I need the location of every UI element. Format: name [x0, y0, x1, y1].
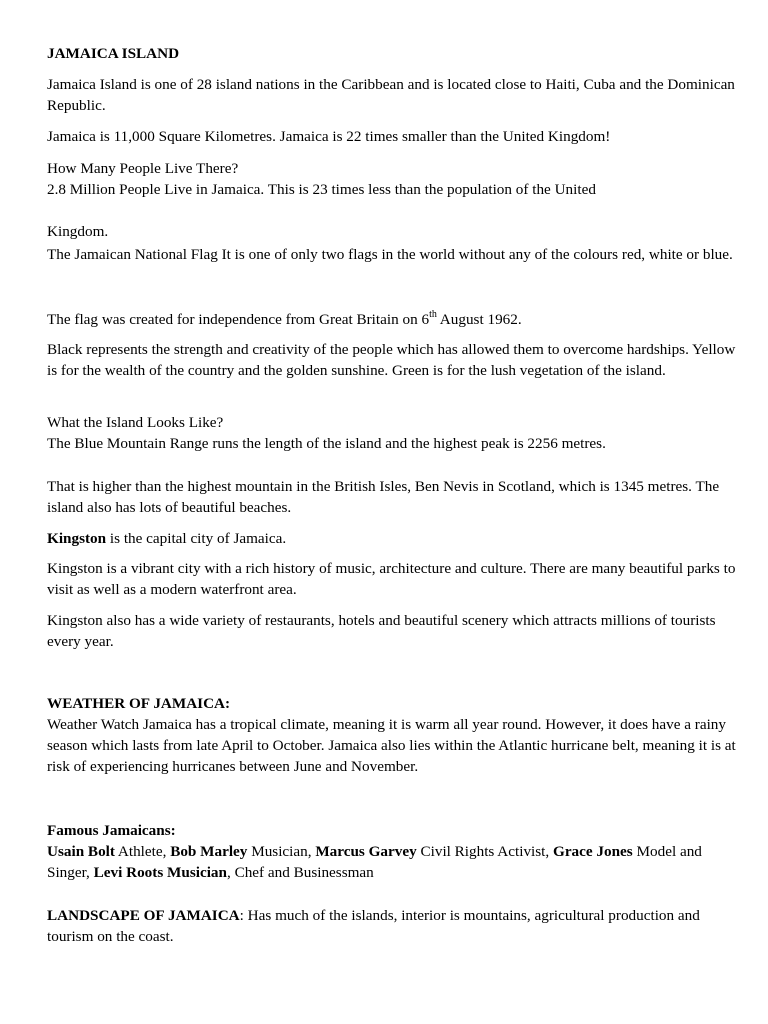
kingston-capital-paragraph: [47, 528, 737, 549]
population-question: How Many People Live There?: [47, 160, 239, 177]
flag-meaning-paragraph: Black represents the strength and creativity of the people which has allowed them to overcome hardships. Yellow is for the wealth of the country and the golden sunshine. Green is for the lush vegetation of the island.: [47, 341, 736, 379]
weather-heading: WEATHER OF JAMAICA:: [47, 695, 231, 712]
population-answer: 2.8 Million People Live in Jamaica. This is 23 times less than the population of the United: [47, 181, 596, 198]
famous-name: Bob Marley: [170, 843, 248, 860]
famous-name: Usain Bolt: [47, 843, 115, 860]
looks-answer: The Blue Mountain Range runs the length of the island and the highest peak is 2256 metres.: [47, 435, 606, 452]
flag-created-paragraph: [47, 309, 737, 330]
kingston-tourism-paragraph: Kingston also has a wide variety of restaurants, hotels and beautiful scenery which attracts millions of tourists every year.: [47, 612, 716, 650]
population-answer-continued: Kingdom.: [47, 223, 109, 240]
landscape-heading: LANDSCAPE OF JAMAICA: [47, 907, 240, 924]
famous-heading: Famous Jamaicans:: [47, 822, 176, 839]
flag-intro-paragraph: The Jamaican National Flag It is one of only two flags in the world without any of the colours red, white or blue.: [47, 246, 733, 263]
famous-role: Model and Singer,: [47, 843, 702, 881]
size-paragraph: Jamaica is 11,000 Square Kilometres. Jamaica is 22 times smaller than the United Kingdom!: [47, 128, 611, 145]
flag-created-text: The flag was created for independence from Great Britain on 6: [47, 311, 430, 328]
landscape-text: : Has much of the islands, interior is mountains, agricultural production and tourism on the coast.: [47, 907, 700, 945]
weather-paragraph: Weather Watch Jamaica has a tropical climate, meaning it is warm all year round. However, it does have a rainy season which lasts from late April to October. Jamaica also lies within the Atlantic hurricane belt, meaning it is at risk of experiencing hurricanes between June and November.: [47, 716, 736, 775]
kingston-name: Kingston: [47, 530, 107, 547]
kingston-capital-text: is the capital city of Jamaica.: [106, 530, 287, 547]
mountain-comparison-paragraph: That is higher than the highest mountain in the British Isles, Ben Nevis in Scotland, which is 1345 metres. The island also has lots of beautiful beaches.: [47, 478, 720, 516]
famous-role: , Chef and Businessman: [226, 864, 374, 881]
famous-role: Musician,: [247, 843, 316, 860]
flag-created-text-end: August 1962.: [436, 311, 522, 328]
famous-name: Levi Roots Musician: [93, 864, 227, 881]
landscape-paragraph: [47, 905, 737, 947]
flag-created-superscript: th: [429, 308, 437, 320]
looks-question: What the Island Looks Like?: [47, 414, 224, 431]
intro-paragraph: Jamaica Island is one of 28 island nations in the Caribbean and is located close to Haiti, Cuba and the Dominican Republic.: [47, 76, 735, 114]
famous-list: [47, 841, 737, 883]
famous-name: Grace Jones: [553, 843, 633, 860]
page-title: JAMAICA ISLAND: [47, 45, 180, 62]
famous-name: Marcus Garvey: [315, 843, 417, 860]
famous-role: Athlete,: [114, 843, 171, 860]
kingston-vibrant-paragraph: Kingston is a vibrant city with a rich history of music, architecture and culture. There are many beautiful parks to visit as well as a modern waterfront area.: [47, 560, 736, 598]
famous-role: Civil Rights Activist,: [416, 843, 553, 860]
